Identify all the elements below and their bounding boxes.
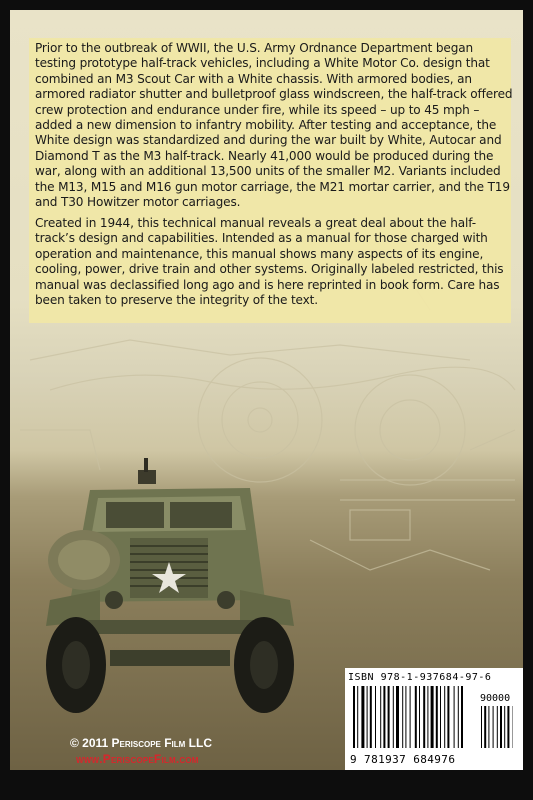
website-link[interactable]: www.PeriscopeFilm.com [76,752,199,766]
half-track-vehicle-image [40,450,300,720]
barcode-image [353,686,513,750]
copyright-text: © 2011 Periscope Film LLC [70,736,212,750]
barcode-digits: 9 781937 684976 [350,753,456,766]
description-paragraph-1: Prior to the outbreak of WWII, the U.S. Army Ordnance Department began testing prototype half-track vehicles, including a White Motor Co. design that combined an M3 Scout Car with a White chassis. With armored bodies, an armored radiator shutter and bulletproof glass windscreen, the half-track offered crew protection and endurance under fire, while its speed – up to 45 mph – added a new dimension to infantry mobility. After testing and acceptance, the White design was standardized and during the war built by White, Autocar and Diamond T as the M3 half-track. Nearly 41,000 would be produced during the war, along with an additional 13,500 units of the smaller M2. Variants included the M13, M15 and M16 gun motor carriage, the M21 mortar carrier, and the T19 and T30 Howitzer motor carriages. [35,41,513,210]
price-code: 90000 [480,693,511,704]
isbn-label: ISBN 978-1-937684-97-6 [348,672,492,683]
back-cover [10,10,523,770]
description-paragraph-2: Created in 1944, this technical manual reveals a great deal about the half-track’s design and capabilities. Intended as a manual for those charged with operation and maintenance, this manual shows many aspects of its engine, cooling, power, drive train and other systems. Originally labeled restricted, this manual was declassified long ago and is here reprinted in book form. Care has been taken to preserve the integrity of the text. [35,216,504,308]
